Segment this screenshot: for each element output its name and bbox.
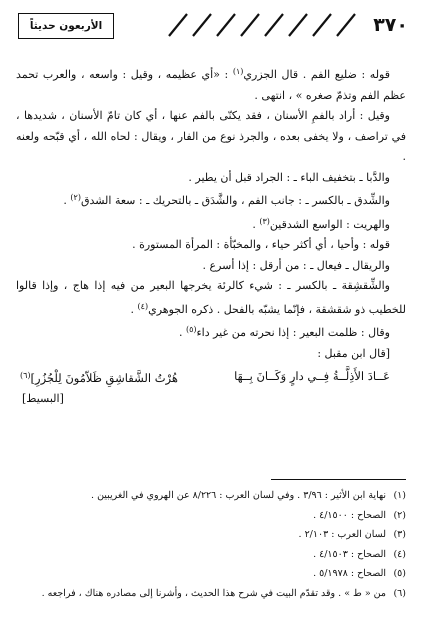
footnote-number: (٣) bbox=[393, 529, 406, 540]
footnote-number: (٢) bbox=[393, 509, 406, 521]
paragraph: والشِّدق ـ بالكسر ـ : جانب الفم ، والشَّدَق ـ بالتحريك ـ : سعة الشدق$^{(٢)}$ . bbox=[63, 193, 390, 207]
footnote-ref: (٢) bbox=[70, 193, 81, 202]
paragraph: وقال : ظلمت البعير : إذا نحرته من غير داء$^{(٥)}$ . bbox=[178, 325, 390, 339]
footnote-number: (٥) bbox=[393, 568, 406, 579]
footnote-text: لسان العرب : ٢/١٠٣ . bbox=[298, 529, 386, 540]
footnote-text: من « ط » . وقد تقدّم البيت في شرح هذا الحديث ، وأشرنا إلى مصادره هناك ، فراجعه . bbox=[41, 587, 386, 599]
footnote-number: (١) bbox=[393, 490, 406, 501]
verse-hemistich-first: عَــادَ الأَذِلَّــةُ فِــي دارٍ وَكَــانَ بِــهَا bbox=[234, 368, 390, 383]
verse-intro: [قال ابن مقبل : bbox=[317, 346, 390, 360]
footnote-text: نهاية ابن الأثير : ٣/٩٦ . وفي لسان العرب : ٨/٢٢٦ عن الهروي في الغريبين . bbox=[91, 490, 386, 501]
verse-hemistich-second: هُرْتُ الشَّقاشِقِ ظَلاّمُونَ لِلْجُزُرِ]$^{(٦)}$ bbox=[20, 370, 178, 385]
footnote-number: (٤) bbox=[393, 548, 406, 560]
footnote bbox=[16, 525, 406, 545]
footnote bbox=[16, 506, 406, 526]
poetry-verse bbox=[16, 344, 406, 412]
page-header bbox=[18, 12, 408, 42]
footnote-text: الصحاح : ٤/١٥٠٠ . bbox=[313, 509, 386, 521]
footnotes bbox=[16, 486, 406, 603]
paragraph: والشِّقشِقة ـ بالكسر ـ : شيء كالرئة يخرجها البعير من فيه إذا هاج ، وإذا قالوا للخطيب ذو شقشقة ، فإنّما يشبّه بالفحل . ذكره الجوهري$^{(٤)}$ . bbox=[16, 279, 406, 316]
paragraph: والريقال ـ فيعال ـ : من أرقل : إذا أسرع . bbox=[202, 258, 390, 272]
footnote bbox=[16, 545, 406, 565]
footnote-ref: (٥) bbox=[185, 325, 197, 334]
footnote bbox=[16, 584, 406, 604]
footnote-number: (٦) bbox=[393, 587, 406, 599]
footnote bbox=[16, 564, 406, 584]
running-title: الأربعون حديثاً bbox=[18, 13, 114, 39]
footnote-ref: (٤) bbox=[137, 301, 149, 311]
footnote-text: الصحاح : ٥/١٩٧٨ . bbox=[313, 568, 386, 579]
footnote-ref: (١) bbox=[232, 67, 244, 76]
footnote-divider bbox=[271, 479, 406, 480]
paragraph: قوله : ضليع الفم . قال الجزري$^{(١)}$ : «أي عظيمه ، وقيل : واسعه ، والعرب تحمد عظم الفم وتذمّ صغره » ، انتهى . bbox=[16, 67, 406, 102]
verse-meter: [البسيط] bbox=[22, 391, 64, 405]
footnote-text: الصحاح : ٤/١٥٠٣ . bbox=[313, 548, 386, 560]
header-ornament-stripes bbox=[163, 12, 358, 38]
page-number: ٣٧٠ bbox=[373, 14, 408, 36]
paragraph: والهريت : الواسع الشدقين$^{(٣)}$ . bbox=[252, 216, 390, 231]
footnote-ref: (٦) bbox=[20, 370, 31, 380]
main-text bbox=[16, 62, 406, 412]
paragraph: وقيل : أراد بالفمِ الأسنان ، فقد يكنّى بالفم عنها ، أي كان تامّ الأسنان ، شديدها ، في تراصف ، ولا يخفى بعده ، والجرذ نوع من الفار ، ويقال : لحاه الله ، أي قبّحه ولعنه . bbox=[16, 109, 406, 163]
footnote bbox=[16, 486, 406, 506]
paragraph: قوله : وأحيا ، أي أكثر حياء ، والمخبّأة : المرأة المستورة . bbox=[132, 238, 390, 251]
paragraph: والدَّبا ـ بتخفيف الباء ـ : الجراد قبل أن يطير . bbox=[188, 170, 390, 184]
footnote-ref: (٣) bbox=[259, 216, 270, 226]
